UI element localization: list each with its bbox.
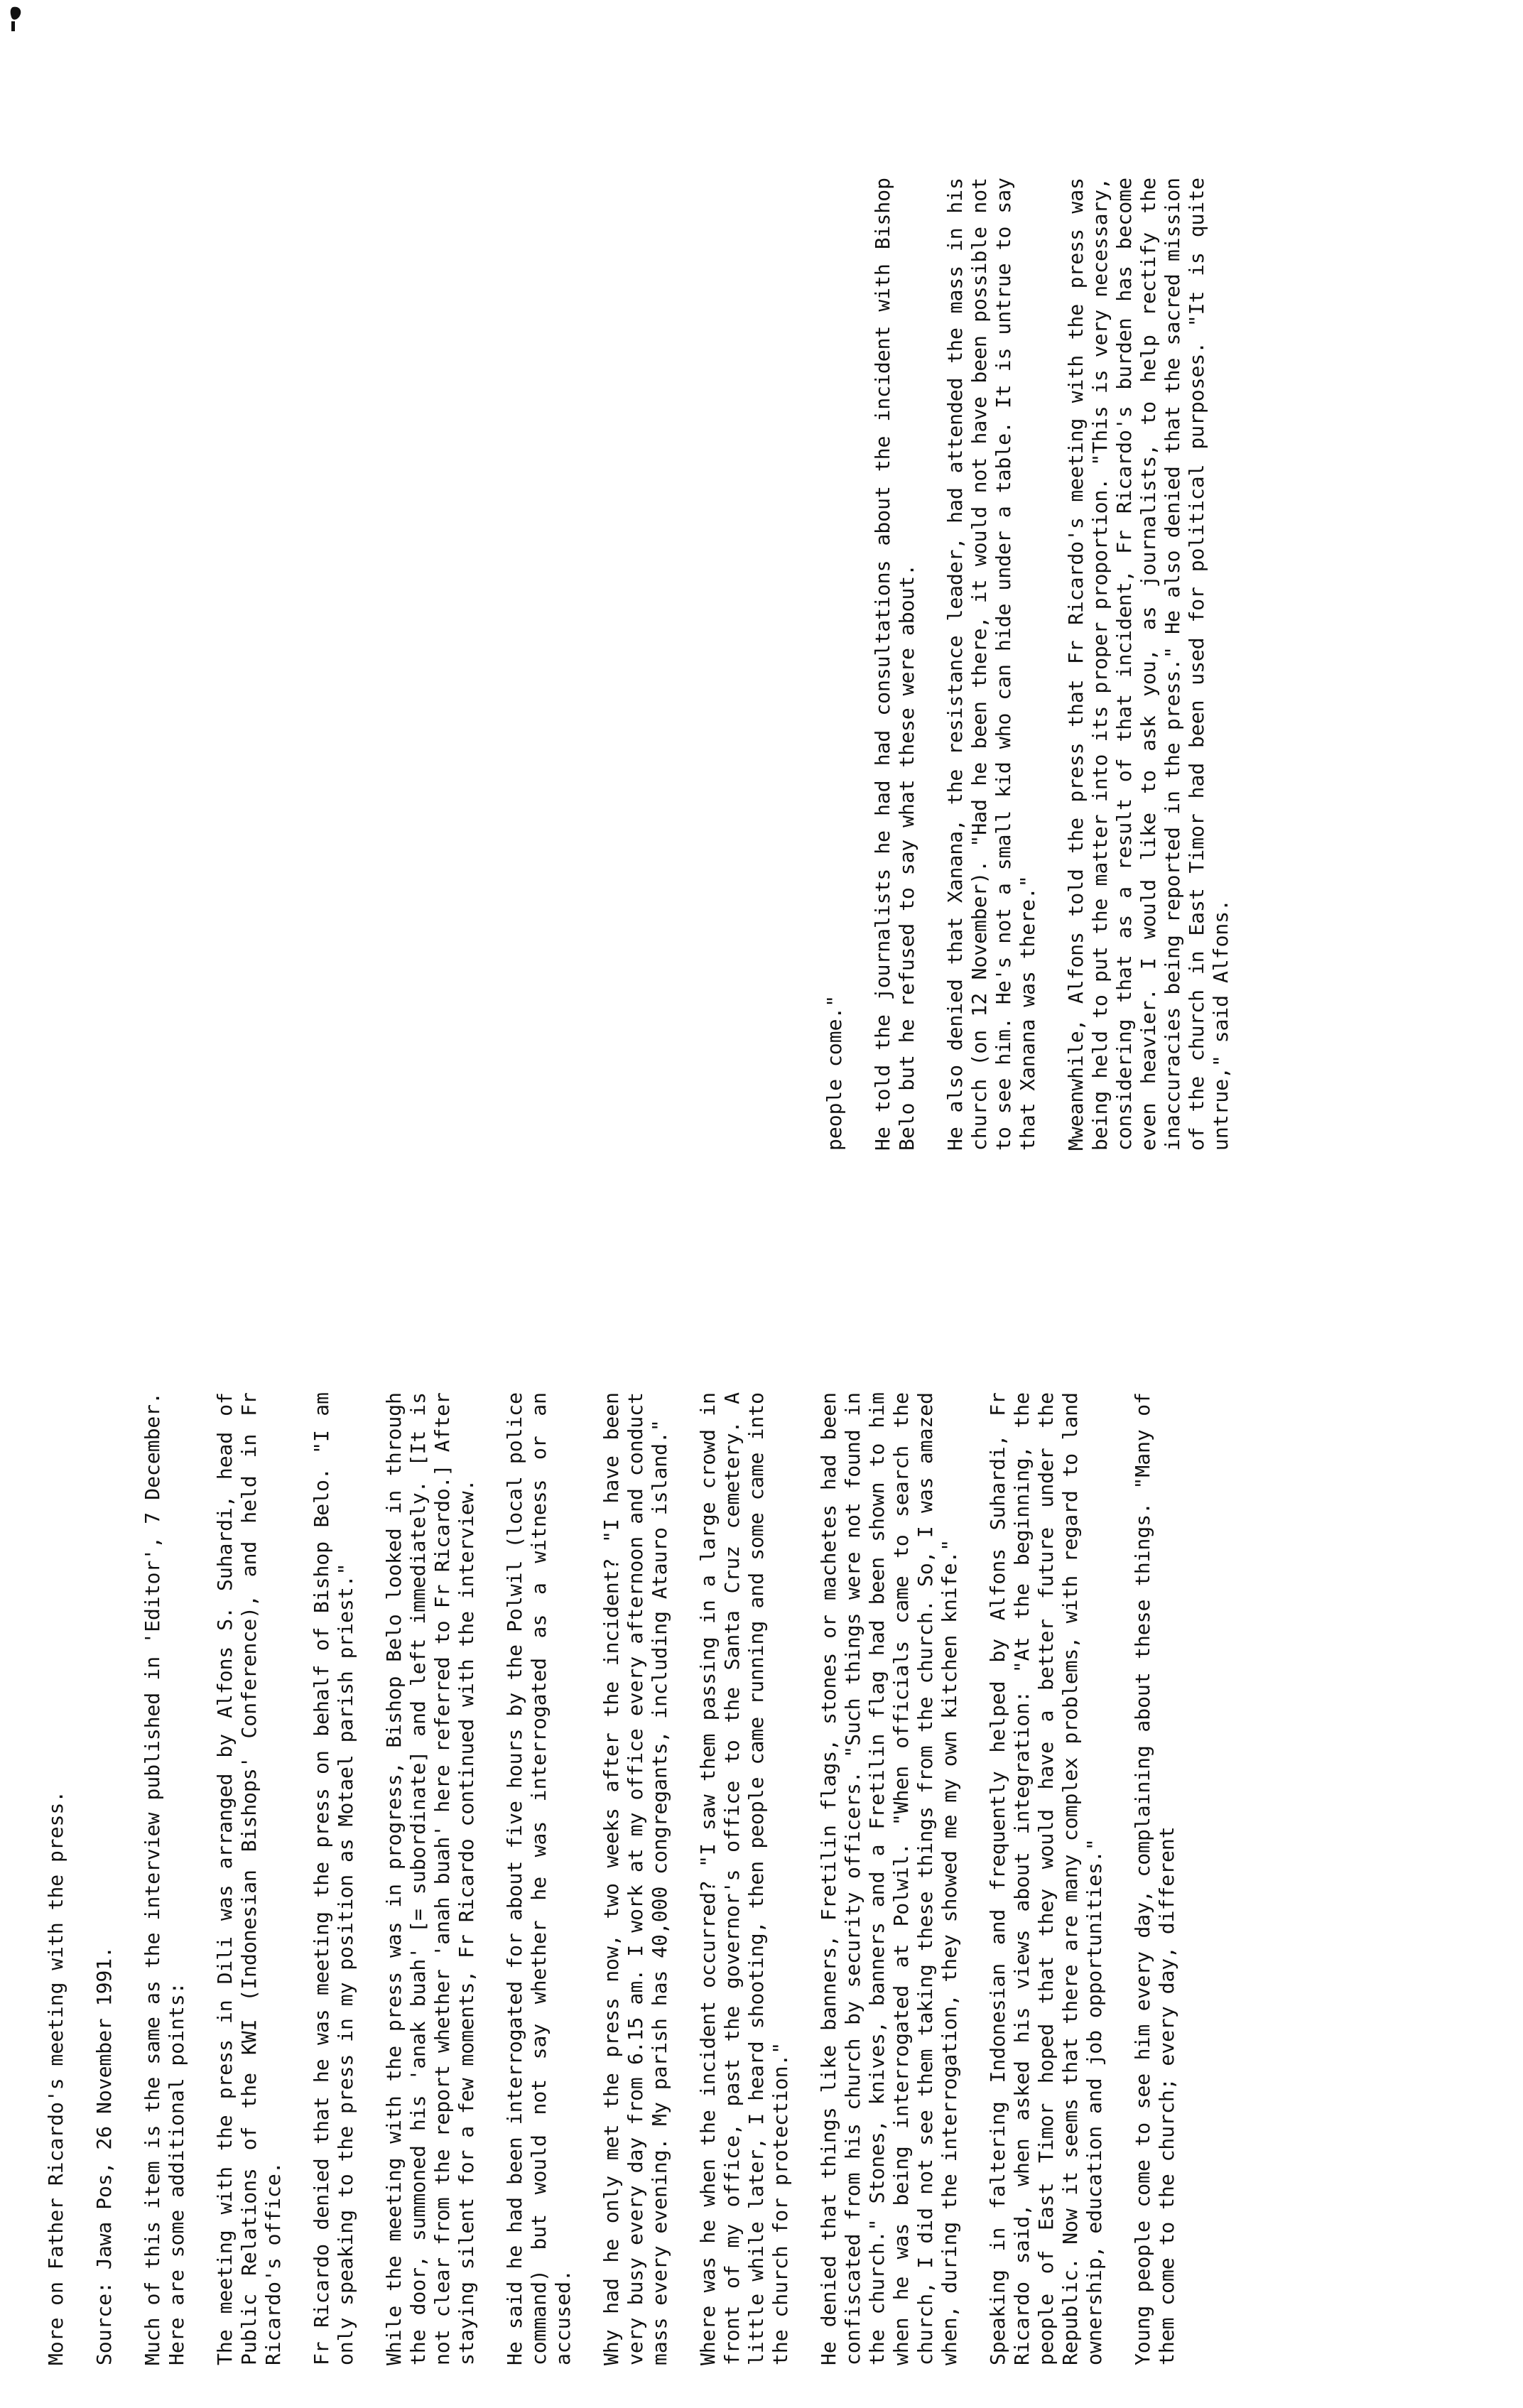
- right-column: [823, 178, 1257, 1151]
- paragraph: people come.": [823, 994, 846, 1151]
- paragraph: Speaking in faltering Indonesian and frequently helped by Alfons Suhardi, Fr Ricardo said, when asked his views about integration: "At the beginning, the people of East Timor hoped that they would have a better future under the Republic. Now it seems that there are many complex problems, with regard to land ownership, education and job opportunities.": [986, 1392, 1106, 2365]
- paragraph: He denied that things like banners, Fretilin flags, stones or machetes had been confiscated from his church by security officers. "Such things were not found in the church." Stones, knives, banners and a Fretilin flag had been shown to him when he was being interrogated at Polwil. "When officials came to search the church, I did not see them taking these things from the church. So, I was amazed when, during the interrogation, they showed me my own kitchen knife.": [817, 1392, 961, 2365]
- left-column: [44, 1392, 1203, 2365]
- source-line: Source: Jawa Pos, 26 November 1991.: [92, 1946, 116, 2365]
- paragraph: Much of this item is the same as the interview published in 'Editor', 7 December. Here are some additional points:: [141, 1392, 188, 2365]
- paragraph: Why had he only met the press now, two weeks after the incident? "I have been very busy every day from 6.15 am. I work at my office every afternoon and conduct mass every evening. My parish has 40,000 congregants, including Atauro island.": [600, 1392, 671, 2365]
- paragraph: He also denied that Xanana, the resistance leader, had attended the mass in his church (on 12 November). "Had he been there, it would not have been possible not to see him. He's not a small kid who can hide under a table. It is untrue to say that Xanana was there.": [943, 178, 1039, 1151]
- document-heading: More on Father Ricardo's meeting with the press.: [44, 1790, 67, 2365]
- paragraph: The meeting with the press in Dili was arranged by Alfons S. Suhardi, head of Public Relations of the KWI (Indonesian Bishops' Conference), and held in Fr Ricardo's office.: [213, 1392, 285, 2365]
- paragraph: Mweanwhile, Alfons told the press that Fr Ricardo's meeting with the press was being held to put the matter into its proper proportion. "This is very necessary, considering that as a result of that incident, Fr Ricardo's burden has become even heavier. I would like to ask you, as journalists, to help rectify the inaccuracies being reported in the press." He also denied that the sacred mission of the church in East Timor had been used for political purposes. "It is quite untrue," said Alfons.: [1064, 178, 1232, 1151]
- paragraph: He said he had been interrogated for about five hours by the Polwil (local police command) but would not say whether he was interrogated as a witness or an accused.: [503, 1392, 575, 2365]
- paragraph: Young people come to see him every day, complaining about these things. "Many of them come to the church; every day, different: [1131, 1392, 1178, 2365]
- paragraph: Fr Ricardo denied that he was meeting the press on behalf of Bishop Belo. "I am only speaking to the press in my position as Motael parish priest.": [310, 1392, 357, 2365]
- paragraph: While the meeting with the press was in progress, Bishop Belo looked in through the door, summoned his 'anak buah' [= subordinate] and left immediately. [It is not clear from the report whether 'anah buah' here referred to Fr Ricardo.] After staying silent for a few moments, Fr Ricardo continued with the interview.: [382, 1392, 478, 2365]
- paragraph: He told the journalists he had had consultations about the incident with Bishop Belo but he refused to say what these were about.: [871, 178, 918, 1151]
- paragraph: Where was he when the incident occurred? "I saw them passing in a large crowd in front of my office, past the governor's office to the Santa Cruz cemetery. A little while later, I heard shooting, then people came running and some came into the church for protection.": [696, 1392, 792, 2365]
